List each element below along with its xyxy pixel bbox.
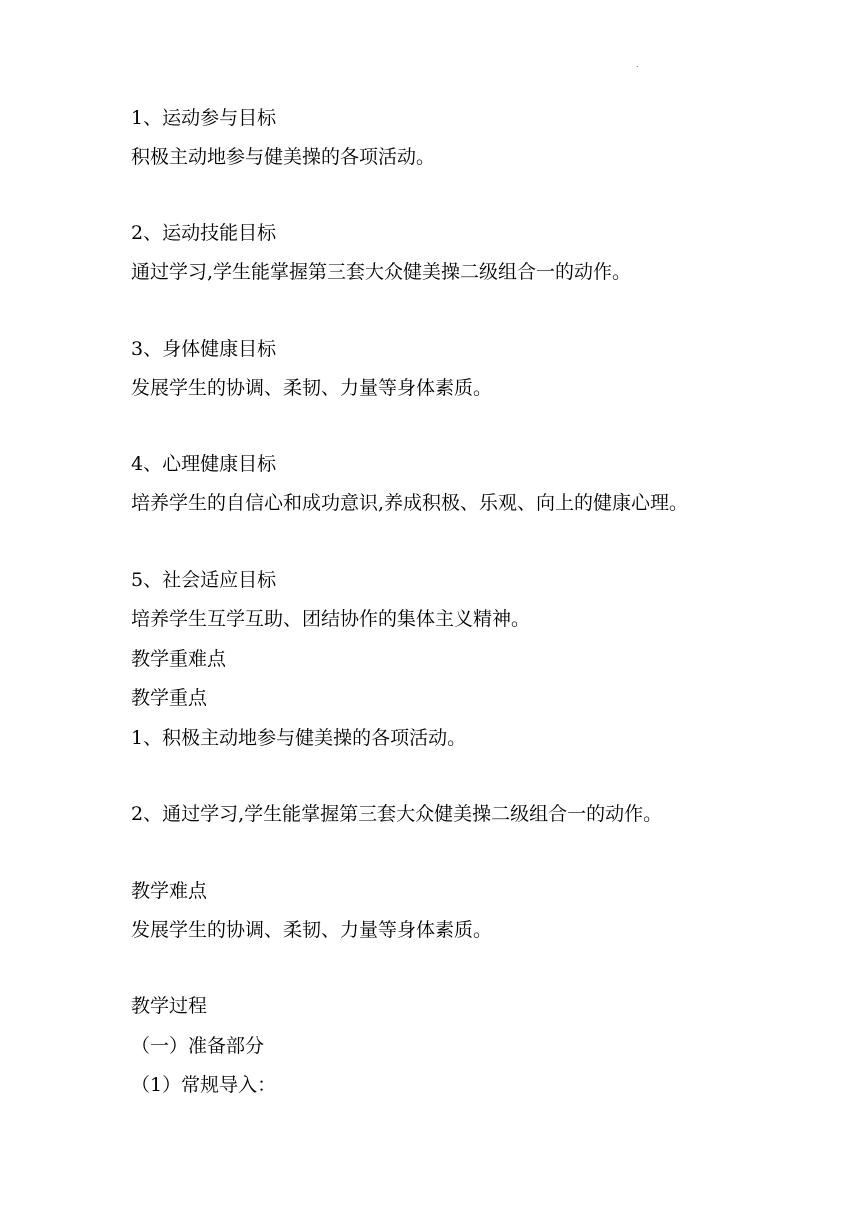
process-title: 教学过程 bbox=[131, 995, 208, 1017]
objective-2-heading: 2、运动技能目标 bbox=[131, 222, 277, 244]
objective-5-text: 培养学生互学互助、团结协作的集体主义精神。 bbox=[131, 608, 531, 630]
page-mark: . bbox=[636, 60, 639, 69]
objective-1-text: 积极主动地参与健美操的各项活动。 bbox=[131, 146, 436, 168]
objective-1-heading: 1、运动参与目标 bbox=[131, 107, 277, 129]
objective-3-text: 发展学生的协调、柔韧、力量等身体素质。 bbox=[131, 377, 493, 399]
key-difficult-title: 教学重难点 bbox=[131, 648, 227, 670]
process-part: （一）准备部分 bbox=[131, 1035, 265, 1057]
process-step: （1）常规导入： bbox=[131, 1074, 277, 1096]
objective-4-text: 培养学生的自信心和成功意识,养成积极、乐观、向上的健康心理。 bbox=[131, 492, 689, 514]
key-point-2: 2、通过学习,学生能掌握第三套大众健美操二级组合一的动作。 bbox=[131, 803, 663, 825]
objective-4-heading: 4、心理健康目标 bbox=[131, 453, 277, 475]
key-points-title: 教学重点 bbox=[131, 687, 208, 709]
objective-3-heading: 3、身体健康目标 bbox=[131, 338, 277, 360]
key-point-1: 1、积极主动地参与健美操的各项活动。 bbox=[131, 727, 467, 749]
difficult-points-text: 发展学生的协调、柔韧、力量等身体素质。 bbox=[131, 919, 493, 941]
difficult-points-title: 教学难点 bbox=[131, 880, 208, 902]
objective-5-heading: 5、社会适应目标 bbox=[131, 569, 277, 591]
objective-2-text: 通过学习,学生能掌握第三套大众健美操二级组合一的动作。 bbox=[131, 261, 632, 283]
